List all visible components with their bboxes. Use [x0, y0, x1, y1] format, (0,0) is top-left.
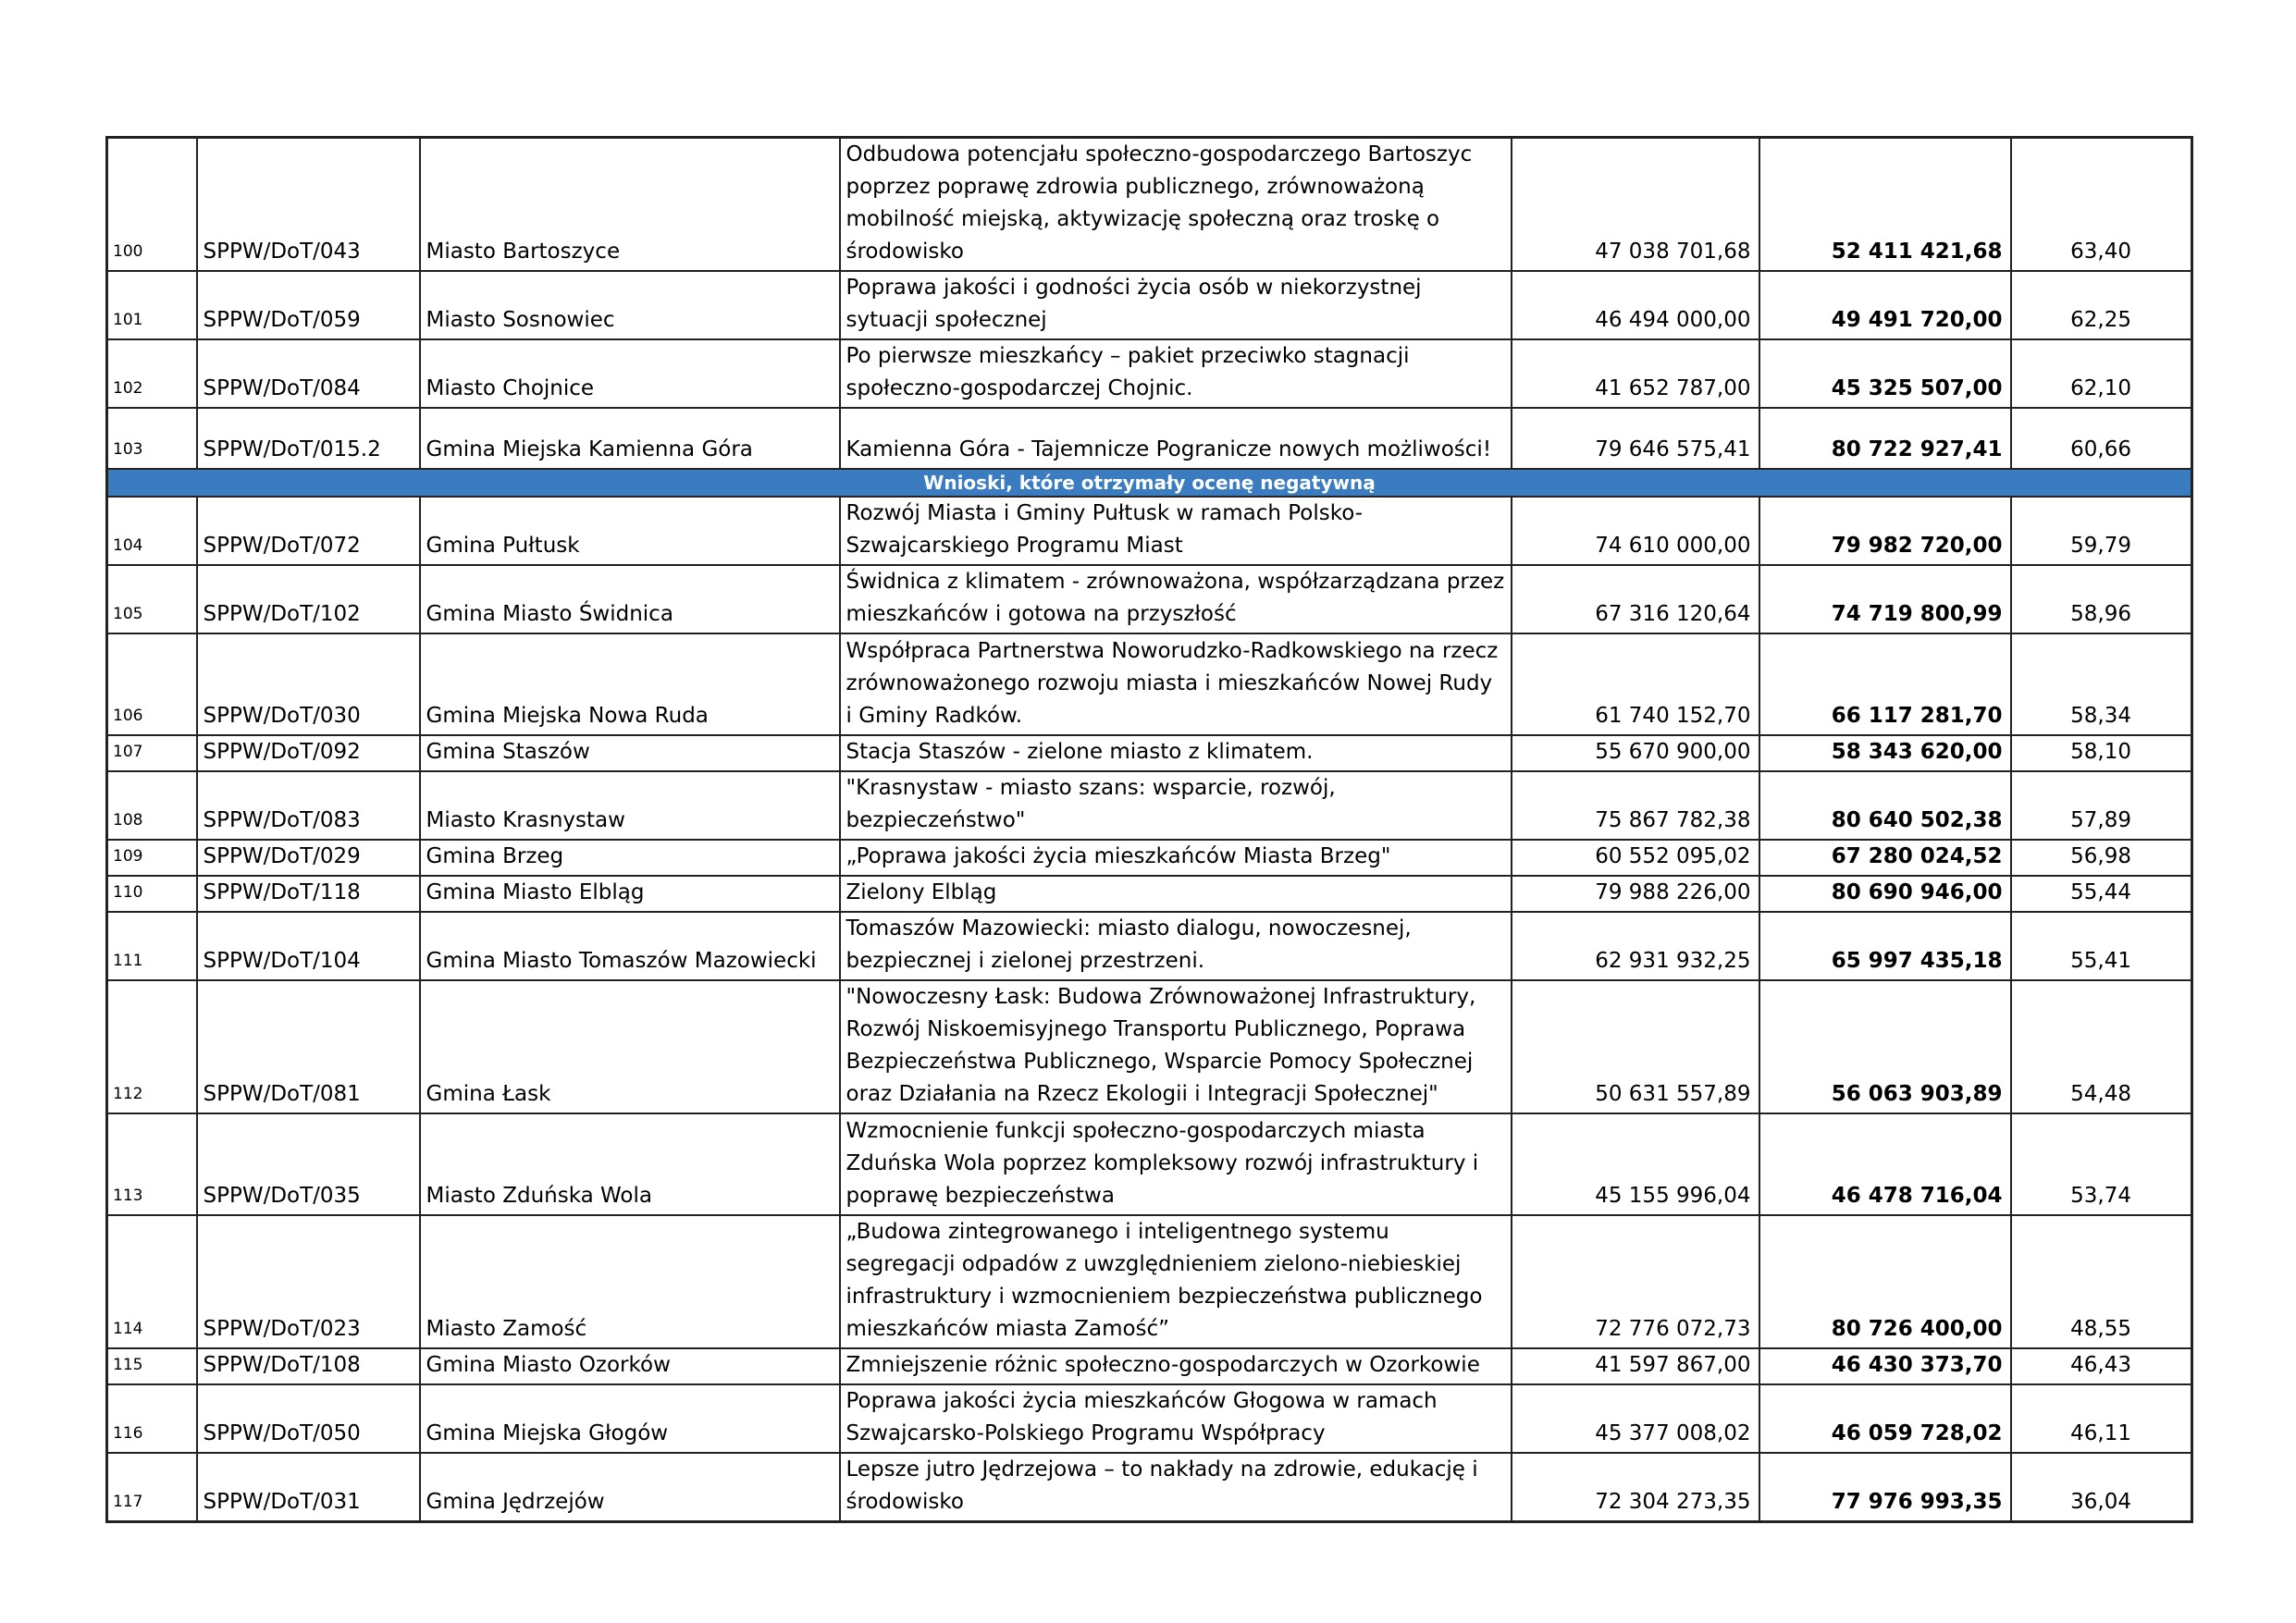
table-row — [107, 735, 2192, 771]
project-title-cell: Świdnica z klimatem - zrównoważona, współzarządzana przez mieszkańców i gotowa na przyszłość — [840, 565, 1512, 633]
amount-requested-cell: 50 631 557,89 — [1512, 980, 1759, 1113]
application-number-cell: SPPW/DoT/118 — [197, 876, 420, 912]
score-cell: 58,10 — [2011, 735, 2192, 771]
row-number-cell: 111 — [107, 912, 197, 980]
application-number-cell: SPPW/DoT/102 — [197, 565, 420, 633]
section-header: Wnioski, które otrzymały ocenę negatywną — [107, 469, 2192, 497]
project-title-cell: Zmniejszenie różnic społeczno-gospodarczych w Ozorkowie — [840, 1348, 1512, 1384]
score-cell: 46,43 — [2011, 1348, 2192, 1384]
application-number-cell: SPPW/DoT/081 — [197, 980, 420, 1113]
applicant-cell: Miasto Zamość — [420, 1215, 840, 1348]
amount-requested-cell: 74 610 000,00 — [1512, 497, 1759, 565]
score-cell: 54,48 — [2011, 980, 2192, 1113]
project-title-cell: Zielony Elbląg — [840, 876, 1512, 912]
table-row — [107, 980, 2192, 1113]
amount-requested-cell: 60 552 095,02 — [1512, 840, 1759, 876]
applicant-cell: Gmina Pułtusk — [420, 497, 840, 565]
application-number-cell: SPPW/DoT/108 — [197, 1348, 420, 1384]
row-number-cell: 114 — [107, 1215, 197, 1348]
project-title-cell: „Poprawa jakości życia mieszkańców Miasta Brzeg" — [840, 840, 1512, 876]
applicant-cell: Miasto Zduńska Wola — [420, 1113, 840, 1215]
application-number-cell: SPPW/DoT/083 — [197, 771, 420, 840]
score-cell: 57,89 — [2011, 771, 2192, 840]
score-cell: 59,79 — [2011, 497, 2192, 565]
score-cell: 62,10 — [2011, 339, 2192, 408]
row-number-cell: 113 — [107, 1113, 197, 1215]
score-cell: 55,41 — [2011, 912, 2192, 980]
application-number-cell: SPPW/DoT/031 — [197, 1453, 420, 1522]
applicant-cell: Gmina Miejska Nowa Ruda — [420, 633, 840, 735]
score-cell: 48,55 — [2011, 1215, 2192, 1348]
row-number-cell: 105 — [107, 565, 197, 633]
score-cell: 36,04 — [2011, 1453, 2192, 1522]
applicant-cell: Miasto Bartoszyce — [420, 138, 840, 272]
applicant-cell: Miasto Sosnowiec — [420, 271, 840, 339]
score-cell: 58,96 — [2011, 565, 2192, 633]
total-amount-cell: 80 722 927,41 — [1759, 408, 2011, 469]
total-amount-cell: 65 997 435,18 — [1759, 912, 2011, 980]
applicant-cell: Gmina Staszów — [420, 735, 840, 771]
applicant-cell: Gmina Miasto Świdnica — [420, 565, 840, 633]
project-title-cell: Stacja Staszów - zielone miasto z klimatem. — [840, 735, 1512, 771]
total-amount-cell: 56 063 903,89 — [1759, 980, 2011, 1113]
applicant-cell: Miasto Krasnystaw — [420, 771, 840, 840]
amount-requested-cell: 72 776 072,73 — [1512, 1215, 1759, 1348]
project-title-cell: Po pierwsze mieszkańcy – pakiet przeciwko stagnacji społeczno-gospodarczej Chojnic. — [840, 339, 1512, 408]
section-header-row — [107, 469, 2192, 497]
score-cell: 62,25 — [2011, 271, 2192, 339]
score-cell: 60,66 — [2011, 408, 2192, 469]
score-cell: 56,98 — [2011, 840, 2192, 876]
application-number-cell: SPPW/DoT/035 — [197, 1113, 420, 1215]
amount-requested-cell: 46 494 000,00 — [1512, 271, 1759, 339]
project-title-cell: Odbudowa potencjału społeczno-gospodarczego Bartoszyc poprzez poprawę zdrowia publicznego, zrównoważoną mobilność miejską, aktywizację społeczną oraz troskę o środowisko — [840, 138, 1512, 272]
table-row — [107, 339, 2192, 408]
row-number-cell: 115 — [107, 1348, 197, 1384]
amount-requested-cell: 79 646 575,41 — [1512, 408, 1759, 469]
application-number-cell: SPPW/DoT/092 — [197, 735, 420, 771]
total-amount-cell: 52 411 421,68 — [1759, 138, 2011, 272]
applicant-cell: Gmina Miasto Ozorków — [420, 1348, 840, 1384]
total-amount-cell: 77 976 993,35 — [1759, 1453, 2011, 1522]
table-row — [107, 633, 2192, 735]
applications-table — [105, 136, 2193, 1523]
application-number-cell: SPPW/DoT/072 — [197, 497, 420, 565]
amount-requested-cell: 61 740 152,70 — [1512, 633, 1759, 735]
row-number-cell: 103 — [107, 408, 197, 469]
application-number-cell: SPPW/DoT/023 — [197, 1215, 420, 1348]
amount-requested-cell: 41 652 787,00 — [1512, 339, 1759, 408]
total-amount-cell: 67 280 024,52 — [1759, 840, 2011, 876]
table-row — [107, 138, 2192, 272]
application-number-cell: SPPW/DoT/029 — [197, 840, 420, 876]
project-title-cell: Współpraca Partnerstwa Noworudzko-Radkowskiego na rzecz zrównoważonego rozwoju miasta i mieszkańców Nowej Rudy i Gminy Radków. — [840, 633, 1512, 735]
project-title-cell: Tomaszów Mazowiecki: miasto dialogu, nowoczesnej, bezpiecznej i zielonej przestrzeni. — [840, 912, 1512, 980]
application-number-cell: SPPW/DoT/015.2 — [197, 408, 420, 469]
table-body-below-section — [107, 497, 2192, 1522]
score-cell: 58,34 — [2011, 633, 2192, 735]
score-cell: 55,44 — [2011, 876, 2192, 912]
project-title-cell: „Budowa zintegrowanego i inteligentnego systemu segregacji odpadów z uwzględnieniem zielono-niebieskiej infrastruktury i wzmocnieniem bezpieczeństwa publicznego mieszkańców miasta Zamość” — [840, 1215, 1512, 1348]
table-row — [107, 1215, 2192, 1348]
row-number-cell: 102 — [107, 339, 197, 408]
application-number-cell: SPPW/DoT/030 — [197, 633, 420, 735]
score-cell: 53,74 — [2011, 1113, 2192, 1215]
total-amount-cell: 74 719 800,99 — [1759, 565, 2011, 633]
amount-requested-cell: 62 931 932,25 — [1512, 912, 1759, 980]
amount-requested-cell: 45 377 008,02 — [1512, 1384, 1759, 1453]
project-title-cell: Lepsze jutro Jędrzejowa – to nakłady na zdrowie, edukację i środowisko — [840, 1453, 1512, 1522]
amount-requested-cell: 45 155 996,04 — [1512, 1113, 1759, 1215]
table-row — [107, 1384, 2192, 1453]
table-row — [107, 912, 2192, 980]
amount-requested-cell: 67 316 120,64 — [1512, 565, 1759, 633]
row-number-cell: 100 — [107, 138, 197, 272]
total-amount-cell: 46 478 716,04 — [1759, 1113, 2011, 1215]
row-number-cell: 107 — [107, 735, 197, 771]
table-body-above-section — [107, 138, 2192, 470]
table-row — [107, 565, 2192, 633]
total-amount-cell: 80 690 946,00 — [1759, 876, 2011, 912]
application-number-cell: SPPW/DoT/050 — [197, 1384, 420, 1453]
table-row — [107, 840, 2192, 876]
amount-requested-cell: 47 038 701,68 — [1512, 138, 1759, 272]
application-number-cell: SPPW/DoT/059 — [197, 271, 420, 339]
total-amount-cell: 66 117 281,70 — [1759, 633, 2011, 735]
applicant-cell: Gmina Jędrzejów — [420, 1453, 840, 1522]
project-title-cell: Kamienna Góra - Tajemnicze Pogranicze nowych możliwości! — [840, 408, 1512, 469]
project-title-cell: Poprawa jakości życia mieszkańców Głogowa w ramach Szwajcarsko-Polskiego Programu Współpracy — [840, 1384, 1512, 1453]
project-title-cell: Rozwój Miasta i Gminy Pułtusk w ramach Polsko-Szwajcarskiego Programu Miast — [840, 497, 1512, 565]
row-number-cell: 101 — [107, 271, 197, 339]
row-number-cell: 104 — [107, 497, 197, 565]
applicant-cell: Miasto Chojnice — [420, 339, 840, 408]
row-number-cell: 112 — [107, 980, 197, 1113]
total-amount-cell: 79 982 720,00 — [1759, 497, 2011, 565]
amount-requested-cell: 72 304 273,35 — [1512, 1453, 1759, 1522]
total-amount-cell: 46 059 728,02 — [1759, 1384, 2011, 1453]
total-amount-cell: 80 640 502,38 — [1759, 771, 2011, 840]
row-number-cell: 116 — [107, 1384, 197, 1453]
table-row — [107, 771, 2192, 840]
application-number-cell: SPPW/DoT/043 — [197, 138, 420, 272]
score-cell: 46,11 — [2011, 1384, 2192, 1453]
applicant-cell: Gmina Miejska Głogów — [420, 1384, 840, 1453]
amount-requested-cell: 75 867 782,38 — [1512, 771, 1759, 840]
table-row — [107, 1113, 2192, 1215]
project-title-cell: "Krasnystaw - miasto szans: wsparcie, rozwój, bezpieczeństwo" — [840, 771, 1512, 840]
total-amount-cell: 46 430 373,70 — [1759, 1348, 2011, 1384]
total-amount-cell: 58 343 620,00 — [1759, 735, 2011, 771]
application-number-cell: SPPW/DoT/084 — [197, 339, 420, 408]
applicant-cell: Gmina Miejska Kamienna Góra — [420, 408, 840, 469]
row-number-cell: 110 — [107, 876, 197, 912]
project-title-cell: Poprawa jakości i godności życia osób w niekorzystnej sytuacji społecznej — [840, 271, 1512, 339]
project-title-cell: "Nowoczesny Łask: Budowa Zrównoważonej Infrastruktury, Rozwój Niskoemisyjnego Transportu Publicznego, Poprawa Bezpieczeństwa Publicznego, Wsparcie Pomocy Społecznej oraz Działania na Rzecz Ekologii i Integracji Społecznej" — [840, 980, 1512, 1113]
table-row — [107, 497, 2192, 565]
amount-requested-cell: 79 988 226,00 — [1512, 876, 1759, 912]
applicant-cell: Gmina Miasto Tomaszów Mazowiecki — [420, 912, 840, 980]
applicant-cell: Gmina Brzeg — [420, 840, 840, 876]
table-row — [107, 1348, 2192, 1384]
total-amount-cell: 45 325 507,00 — [1759, 339, 2011, 408]
table-row — [107, 408, 2192, 469]
row-number-cell: 109 — [107, 840, 197, 876]
row-number-cell: 108 — [107, 771, 197, 840]
total-amount-cell: 80 726 400,00 — [1759, 1215, 2011, 1348]
applicant-cell: Gmina Miasto Elbląg — [420, 876, 840, 912]
table-row — [107, 1453, 2192, 1522]
score-cell: 63,40 — [2011, 138, 2192, 272]
table-section — [107, 469, 2192, 497]
amount-requested-cell: 55 670 900,00 — [1512, 735, 1759, 771]
amount-requested-cell: 41 597 867,00 — [1512, 1348, 1759, 1384]
table-row — [107, 271, 2192, 339]
applicant-cell: Gmina Łask — [420, 980, 840, 1113]
row-number-cell: 106 — [107, 633, 197, 735]
total-amount-cell: 49 491 720,00 — [1759, 271, 2011, 339]
project-title-cell: Wzmocnienie funkcji społeczno-gospodarczych miasta Zduńska Wola poprzez kompleksowy rozwój infrastruktury i poprawę bezpieczeństwa — [840, 1113, 1512, 1215]
application-number-cell: SPPW/DoT/104 — [197, 912, 420, 980]
table-row — [107, 876, 2192, 912]
row-number-cell: 117 — [107, 1453, 197, 1522]
